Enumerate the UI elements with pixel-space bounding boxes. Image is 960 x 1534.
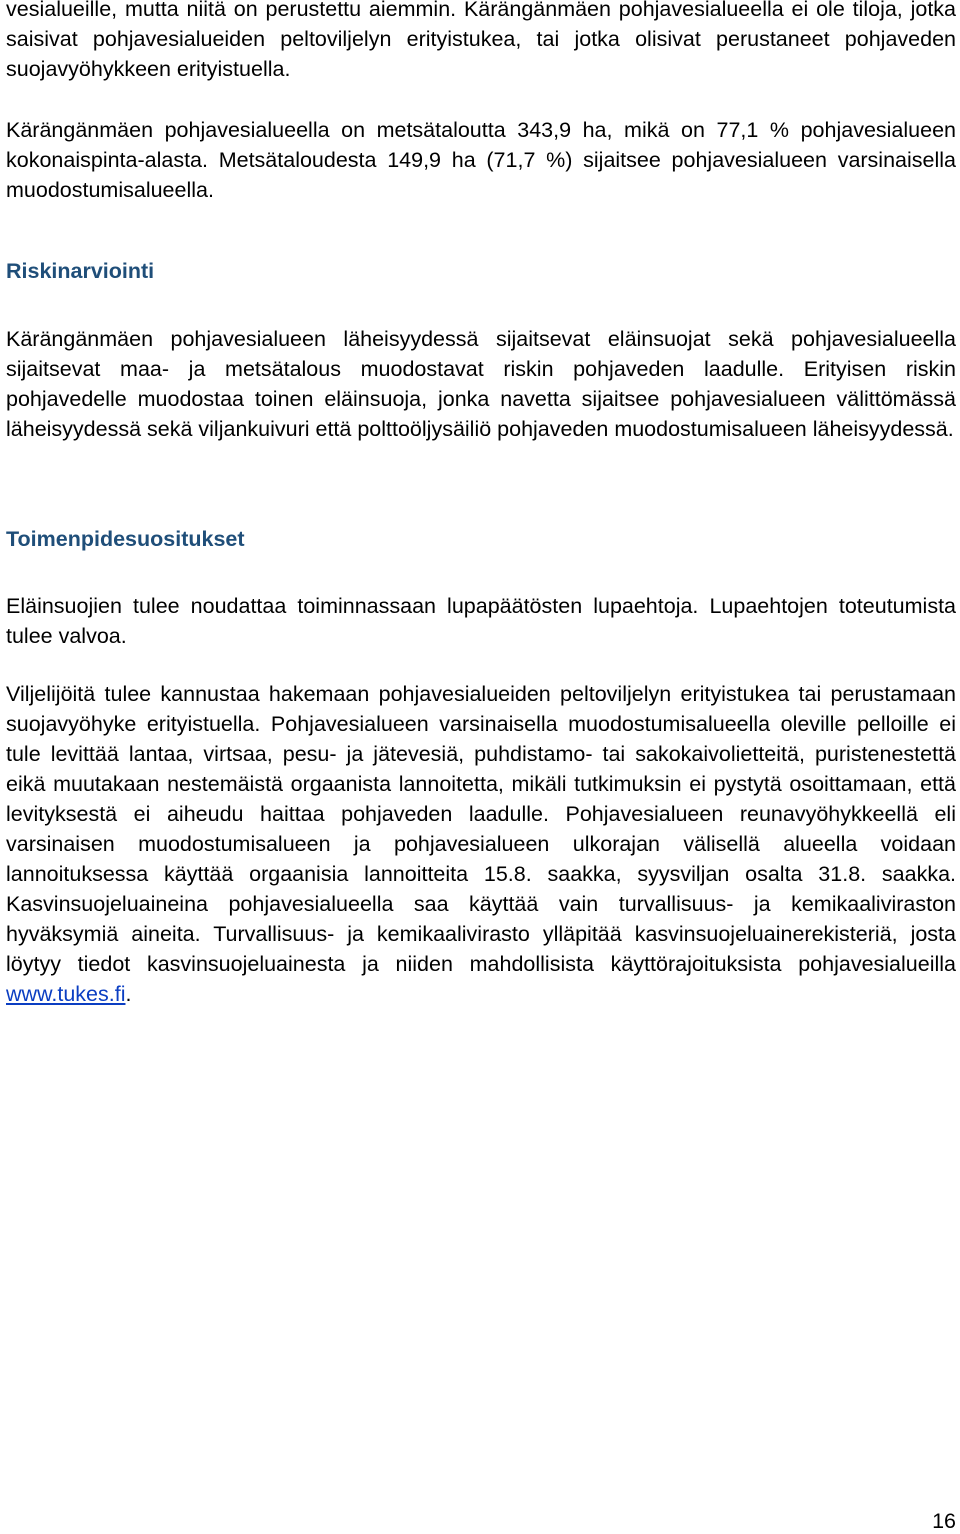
paragraph-farmers-end: .: [125, 982, 132, 1006]
paragraph-farmers: [6, 679, 956, 1009]
heading-risk-assessment: Riskinarviointi: [6, 259, 155, 283]
paragraph-forestry: Kärängänmäen pohjavesialueella on metsätaloutta 343,9 ha, mikä on 77,1 % pohjavesialueen kokonaispinta-alasta. Metsätaloudesta 149,9 ha (71,7 %) sijaitsee pohjavesialueen varsinaisella muodostumisalueella.: [6, 118, 956, 202]
paragraph-farmers-text: Viljelijöitä tulee kannustaa hakemaan pohjavesialueiden peltoviljelyn erityistukea tai perustamaan suojavyöhyke erityistuella. Pohjavesialueen varsinaisella muodostumisalueella oleville pelloille ei tule levittää lantaa, virtsaa, pesu- ja jätevesiä, puhdistamo- tai sakokaivolietteitä, puristenestettä eikä muutakaan nestemäistä orgaanista lannoitetta, mikäli tutkimuksin ei pystytä osoittamaan, että levityksestä ei aiheudu haittaa pohjaveden laadulle. Pohjavesialueen reunavyöhykkeellä eli varsinaisen muodostumisalueen ja pohjavesialueen ulkorajan välisellä alueella voidaan lannoituksessa käyttää orgaanisia lannoitteita 15.8. saakka, syysviljan osalta 31.8. saakka. Kasvinsuojeluaineina pohjavesialueella saa käyttää vain turvallisuus- ja kemikaaliviraston hyväksymiä aineita. Turvallisuus- ja kemikaalivirasto ylläpitää kasvinsuojeluainerekisteriä, josta löytyy tiedot kasvinsuojeluainesta ja niiden mahdollisista käyttörajoituksista pohjavesialueilla: [6, 682, 956, 976]
paragraph-animal-shelters: Eläinsuojien tulee noudattaa toiminnassaan lupapäätösten lupaehtoja. Lupaehtojen toteutumista tulee valvoa.: [6, 594, 956, 648]
tukes-link[interactable]: www.tukes.fi: [6, 982, 126, 1006]
paragraph-risk: Kärängänmäen pohjavesialueen läheisyydessä sijaitsevat eläinsuojat sekä pohjavesialueella sijaitsevat maa- ja metsätalous muodostavat riskin pohjaveden laadulle. Erityisen riskin pohjavedelle muodostaa toinen eläinsuoja, jonka navetta sijaitsee pohjavesialueen välittömässä läheisyydessä sekä viljankuivuri että polttoöljysäiliö pohjaveden muodostumisalueen läheisyydessä.: [6, 327, 956, 441]
page-number: 16: [932, 1509, 956, 1533]
heading-recommendations: Toimenpidesuositukset: [6, 527, 245, 551]
paragraph-intro: vesialueille, mutta niitä on perustettu aiemmin. Kärängänmäen pohjavesialueella ei ole tiloja, jotka saisivat pohjavesialueiden peltoviljelyn erityistukea, tai jotka olisivat perustaneet pohjaveden suojavyöhykkeen erityistuella.: [6, 0, 956, 81]
